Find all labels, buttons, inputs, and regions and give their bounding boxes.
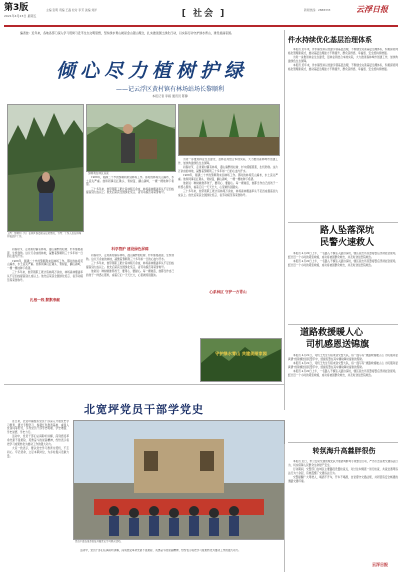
column-divider — [284, 30, 285, 410]
party-photo-graphic — [74, 421, 284, 539]
banner-photo-text: 守护绿水青山 共建美丽家园 — [215, 351, 267, 356]
banner-photo — [200, 338, 282, 382]
right-mid-paragraph: 本报讯 4月20日上午，一名路人不慎坠入路边深坑，辖区派出所民警接警后迅速赶赴现场，经过近一个小时的紧张救援，成功将被困群众救出，并及时送往医院救治。 — [288, 260, 398, 267]
editor-note: 编者按：近年来，各地各部门深入学习贯彻习近平生态文明思想，坚持绿水青山就是金山银山理念，扎实推进国土绿化行动，以实际行动守护绿水青山，建设美丽家园。 — [20, 31, 234, 35]
footer-logo: 云浮日报 — [372, 562, 388, 567]
subheading-3: 心系林区 守护一方青山 — [209, 290, 247, 294]
party-paragraph: 大家一致表示，要以党史学习教育为契机，不忘初心、牢记使命，立足本职岗位，为乡村振兴贡献力量。 — [7, 447, 69, 458]
party-text-col1 — [7, 420, 69, 570]
lead-paragraph: 初春时节，走进黄村镇有林场，漫山遍野的松树、杉木郁郁葱葱，生机勃勃。这片万余亩的林地，凝聚着黎顺利三十多年如一日的心血与汗水。 — [178, 166, 278, 173]
lead-paragraph: 三十多年来，他带领职工累计造林两万余亩，林场森林覆盖率从不足四成提高到九成以上。他先后荣获全国绿化奖章、省劳动模范等荣誉称号。 — [86, 262, 174, 269]
subheading-2: 科学管护 建设绿色屏障 — [111, 247, 149, 251]
right-mid-paragraph: 本报讯 4月20日上午，一名路人不慎坠入路边深坑，辖区派出所民警接警后迅速赶赴现场，经过近一个小时的紧张救援，成功将被困群众救出，并及时送往医院救治。 — [288, 252, 398, 259]
forest-photo-graphic — [8, 105, 83, 231]
right-low-text — [288, 354, 398, 438]
lead-paragraph: 三十多年来，他带领职工累计造林两万余亩，林场森林覆盖率从不足四成提高到九成以上。他先后荣获全国绿化奖章、省劳动模范等荣誉称号。 — [86, 187, 174, 195]
issue-date: 2021年4月23日 星期五 — [4, 14, 37, 18]
right-top-text — [288, 48, 398, 220]
right-mid-headline-2: 民警火速救人 — [320, 238, 375, 248]
section-divider — [4, 384, 284, 385]
party-history-photo — [73, 420, 285, 540]
right-bottom-paragraph: 交警提醒广大驾驶人，喝酒不开车，开车不喝酒，自觉遵守交通法规，共同营造安全畅通的道路交通环境。 — [288, 476, 398, 483]
right-low-paragraph: 本报讯 4月22日，司机王先生专程来到交警大队，将一面写有“道路救援暖人心 为民服务显真情”的锦旗送到民警手中，感谢民警在其车辆故障时提供的帮助。 — [288, 362, 398, 369]
right-bottom-text — [288, 460, 398, 562]
right-mid-headline-1: 路人坠落深坑 — [320, 226, 375, 236]
seedling-photo-graphic — [179, 105, 279, 155]
lead-paragraph: 1988年，刚满二十岁的黎顺利来到林场工作。那时的林场荒山遍布，水土流失严重。他和同事们扛锄头、背树苗，翻山越岭，一棵一棵地种下希望。 — [86, 176, 174, 187]
lead-paragraph: 初春时节，走进黄村镇有林场，漫山遍野的松树、杉木郁郁葱葱，生机勃勃。这片万余亩的林地，凝聚着黎顺利三十多年如一日的心血与汗水。 — [7, 248, 83, 259]
photo-caption-mid: 黎顺利在林区巡查 — [88, 172, 109, 175]
right-low-headline-2: 司机感恩送锦旗 — [306, 340, 370, 350]
lead-paragraph: 他常说：种树就像养孩子，要用心、要耐心。每一棵树苗，他都当作自己的孩子一样悉心照料，看着它们一天天长大，心里就特别踏实。 — [178, 182, 278, 189]
lead-photo-seedling — [178, 104, 280, 156]
section-label: 社会 — [192, 9, 215, 19]
right-top-headline: 件水持续优化基层治理体系 — [288, 36, 372, 44]
lead-photo-forest — [7, 104, 84, 232]
worker-photo-graphic — [87, 105, 175, 171]
lead-text-col3 — [86, 254, 174, 374]
lead-paragraph: 1988年，刚满二十岁的黎顺利来到林场工作。那时的林场荒山遍布，水土流失严重。他和同事们扛锄头、背树苗，翻山越岭，一棵一棵地种下希望。 — [178, 174, 278, 181]
right-mid-text — [288, 252, 398, 322]
right-top-paragraph: 为进一步推进林业生态建设，县林业局结合本地实际，大力推进森林城市创建工作，加快构建绿色生态屏障。 — [288, 56, 398, 63]
lead-text-col2 — [86, 176, 174, 246]
party-photo-caption: 党员干部在革命旧址开展党史学习教育活动。 — [75, 540, 123, 543]
column-divider — [284, 444, 285, 572]
lead-byline: 本报记者 李娟 通讯员 陈静 — [152, 94, 188, 98]
right-bottom-paragraph: 本报讯 近日，市公安局交通管理支队开展酒驾醉驾专项整治行动，严厉打击各类交通违法行为，切实保障人民群众生命财产安全。 — [288, 460, 398, 467]
party-history-headline: 北宽坪党员干部学党史 — [84, 403, 204, 416]
news-hotline: 新闻热线：2888333 — [304, 8, 331, 12]
lead-paragraph: 他常说：种树就像养孩子，要用心、要耐心。每一棵树苗，他都当作自己的孩子一样悉心照料，看着它们一天天长大，心里就特别踏实。 — [86, 270, 174, 277]
right-bottom-paragraph: 行动期间，交警部门在城区主要路段设置检查点，对过往车辆逐一进行检查，共查处酒驾违法行为十余起，有效震慑了交通违法行为。 — [288, 468, 398, 475]
right-bottom-headline: 转氛海升高㵘胖很伤 — [312, 447, 376, 455]
lead-headline: 倾心尽力植树护绿 — [55, 60, 248, 82]
right-divider — [288, 222, 398, 223]
paper-logo: 云浮日报 — [356, 5, 388, 14]
party-paragraph: 连日来，北宽坪镇组织党员干部深入开展党史学习教育，通过专题学习、参观红色教育基地、重温入党誓词等形式，引导党员干部学史明理、学史增信、学史崇德、学史力行。 — [7, 420, 69, 435]
right-low-paragraph: 本报讯 4月20日上午，一名路人不慎坠入路边深坑，辖区派出所民警接警后迅速赶赴现场，经过近一个小时的紧张救援，成功将被困群众救出，并及时送往医院救治。 — [288, 370, 398, 377]
right-divider — [288, 442, 398, 443]
lead-paragraph: 为进一步推进林业生态建设，县林业局结合本地实际，大力推进森林城市创建工作，加快构建绿色生态屏障。 — [178, 158, 278, 165]
lead-photo-worker — [86, 104, 176, 172]
right-divider — [288, 324, 398, 325]
party-paragraph: 活动中，党员干部们认真聆听讲解，深刻感受革命先辈不畏艰险、英勇奋斗的崇高精神，纷纷表示将把学习成果转化为推动工作的强大动力。 — [7, 435, 69, 446]
lead-paragraph: 初春时节，走进黄村镇有林场，漫山遍野的松树、杉木郁郁葱葱，生机勃勃。这片万余亩的林地，凝聚着黎顺利三十多年如一日的心血与汗水。 — [86, 254, 174, 261]
masthead-rule — [4, 25, 398, 27]
subheading-1: 扎根一线 默默奉献 — [29, 298, 60, 302]
lead-text-col1 — [7, 248, 83, 378]
page-number: 第3版 — [4, 3, 29, 13]
party-text-col2 — [75, 549, 281, 571]
right-low-headline-1: 道路救援暖人心 — [300, 328, 364, 338]
lead-paragraph: 三十多年来，他带领职工累计造林两万余亩，林场森林覆盖率从不足四成提高到九成以上。他先后荣获全国绿化奖章、省劳动模范等荣誉称号。 — [178, 190, 278, 197]
lead-photo-caption: 上图：黎顺利（左）在林区察看树苗长势情况。下图：工作人员在林场开展巡护工作。 — [7, 232, 82, 239]
masthead — [4, 3, 398, 26]
banner-photo-graphic — [201, 339, 281, 381]
section-title: [ 社会 ] — [181, 9, 227, 19]
lead-subtitle: ——记云浮区黄村镇有林场站场长黎顺利 — [115, 86, 224, 93]
party-paragraph: 活动中，党员干部们认真聆听讲解，深刻感受革命先辈不畏艰险、英勇奋斗的崇高精神，纷纷表示将把学习成果转化为推动工作的强大动力。 — [80, 549, 241, 552]
lead-paragraph: 三十多年来，他带领职工累计造林两万余亩，林场森林覆盖率从不足四成提高到九成以上。他先后荣获全国绿化奖章、省劳动模范等荣誉称号。 — [7, 271, 83, 282]
lead-paragraph: 1988年，刚满二十岁的黎顺利来到林场工作。那时的林场荒山遍布，水土流失严重。他和同事们扛锄头、背树苗，翻山越岭，一棵一棵地种下希望。 — [7, 259, 83, 271]
right-top-paragraph: 本报讯 近年来，件水镇坚持以党建引领基层治理，不断健全完善基层治理体系，积极探索网格化管理新模式，推动基层治理能力不断提升，群众获得感、幸福感、安全感持续增强。 — [288, 64, 398, 71]
right-top-paragraph: 本报讯 近年来，件水镇坚持以党建引领基层治理，不断健全完善基层治理体系，积极探索网格化管理新模式，推动基层治理能力不断提升，群众获得感、幸福感、安全感持续增强。 — [288, 48, 398, 55]
editors-line: 主编 张明 责编 王磊 校对 李芳 美编 刘洋 — [46, 8, 97, 12]
right-low-paragraph: 本报讯 4月22日，司机王先生专程来到交警大队，将一面写有“道路救援暖人心 为民服务显真情”的锦旗送到民警手中，感谢民警在其车辆故障时提供的帮助。 — [288, 354, 398, 361]
